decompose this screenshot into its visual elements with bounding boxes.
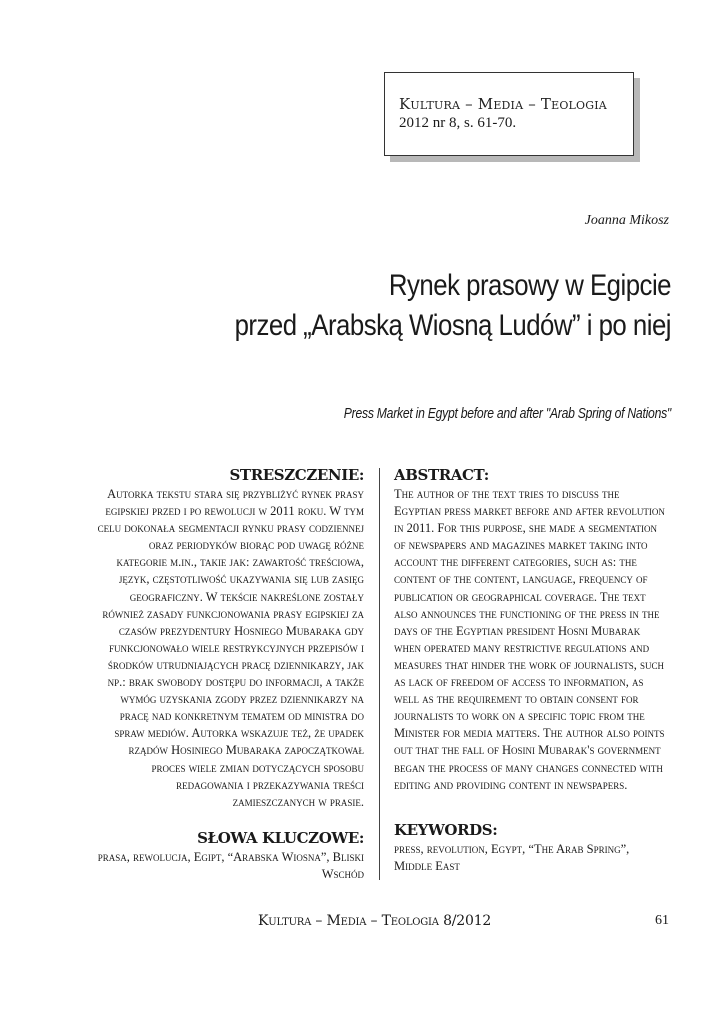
slowa-kluczowe-text: prasa, rewolucja, Egipt, “Arabska Wiosna”, Bliski Wschód	[97, 850, 364, 882]
streszczenie-section	[96, 466, 364, 811]
author-name: Joanna Mikosz	[584, 213, 669, 228]
slowa-kluczowe-heading: SŁOWA KLUCZOWE:	[197, 829, 364, 847]
title-line-2: przed „Arabską Wiosną Ludów” i po niej	[234, 309, 672, 342]
footer-journal: Kultura – Media – Teologia 8/2012	[258, 913, 492, 929]
title-line-1: Rynek prasowy w Egipcie	[388, 269, 671, 302]
keywords-section	[394, 821, 669, 875]
keywords-heading: KEYWORDS:	[394, 821, 498, 839]
abstract-text: The author of the text tries to discuss the Egyptian press market before and after revolution in 2011. For this purpose, she made a segmentation of newspapers and magazines market taking into account the different categories, such as: the content of the content, language, frequency of publication or geographical coverage. The text also announces the functioning of the press in the days of the Egyptian president Hosni Mubarak when operated many restrictive regulations and measures that hinder the work of journalists, such as lack of freedom of access to information, as well as the requirement to obtain consent for journalists to work on a specific topic from the Minister for media matters. The author also points out that the fall of Hosini Mubarak's government began the process of many changes connected with editing and providing content in newspapers.	[394, 487, 665, 792]
journal-info-box	[384, 72, 634, 156]
streszczenie-text: Autorka tekstu stara się przybliżyć rynek prasy egipskiej przed i po rewolucji w 2011 roku. W tym celu dokonała segmentacji rynku prasy codziennej oraz periodyków biorąc pod uwagę różne kategorie m.in., takie jak: zawartość treściowa, język, częstotliwość ukazywania się lub zasięg geograficzny. W tekście nakreślone zostały również zasady funkcjonowania prasy egipskiej za czasów prezydentury Hosniego Mubaraka gdy funkcjonowało wiele restrykcyjnych przepisów i środków utrudniających pracę dziennikarzy, jak np.: brak swobody dostępu do informacji, a także wymóg uzyskania zgody przez dziennikarzy na pracę nad konkretnym tematem od ministra do spraw mediów. Autorka wskazuje też, że upadek rządów Hosiniego Mubaraka zapoczątkował proces wiele zmian dotyczących sposobu redagowania i przekazywania treści zamieszczanych w prasie.	[97, 487, 364, 809]
abstract-heading: ABSTRACT:	[394, 466, 489, 484]
abstract-section	[394, 466, 669, 794]
article-subtitle: Press Market in Egypt before and after "Arab Spring of Nations"	[343, 406, 671, 422]
journal-name: Kultura – Media – Teologia	[399, 95, 607, 113]
column-divider	[379, 468, 380, 880]
slowa-kluczowe-section	[96, 829, 364, 883]
article-title	[224, 266, 671, 346]
streszczenie-heading: STRESZCZENIE:	[229, 466, 364, 484]
page-number: 61	[655, 913, 669, 928]
keywords-text: press, revolution, Egypt, “The Arab Spring”, Middle East	[394, 842, 630, 874]
journal-issue: 2012 nr 8, s. 61-70.	[399, 115, 517, 131]
